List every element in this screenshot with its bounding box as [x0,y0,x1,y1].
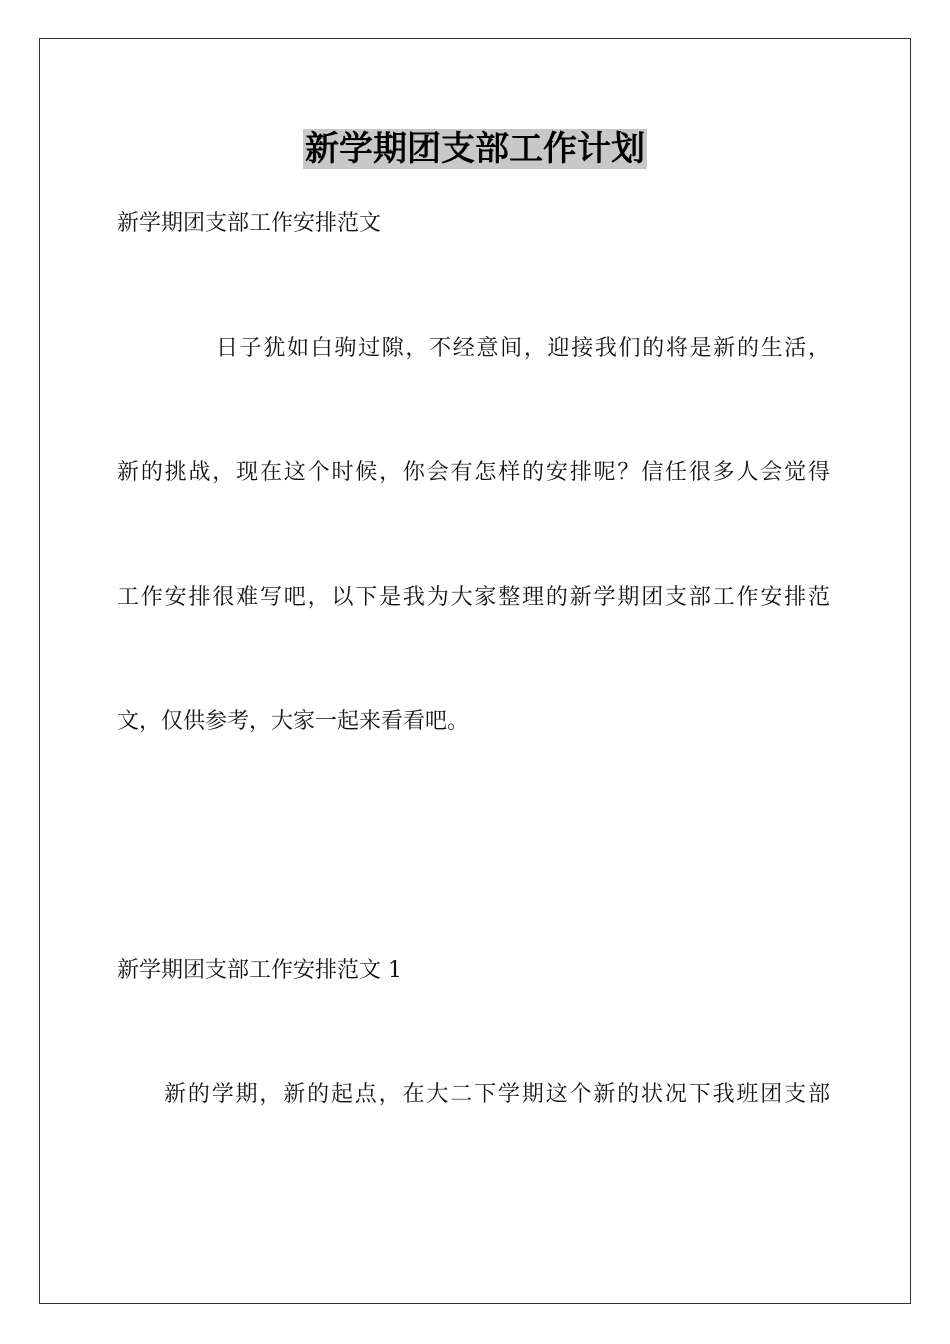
paragraph-line-4: 文，仅供参考，大家一起来看看吧。 [117,709,470,734]
paragraph-line-3: 工作安排很难写吧，以下是我为大家整理的新学期团支部工作安排范 [117,585,830,610]
paragraph-line-1: 日子犹如白驹过隙，不经意间，迎接我们的将是新的生活， [216,336,830,361]
paragraph-line-2: 新的挑战，现在这个时候，你会有怎样的安排呢？信任很多人会觉得 [117,460,830,485]
document-title [0,126,950,172]
document-title-text: 新学期团支部工作计划 [305,129,645,169]
section-heading: 新学期团支部工作安排范文 1 [117,958,402,983]
section-paragraph-line-1: 新的学期，新的起点，在大二下学期这个新的状况下我班团支部 [164,1082,830,1107]
document-subtitle: 新学期团支部工作安排范文 [117,211,382,236]
